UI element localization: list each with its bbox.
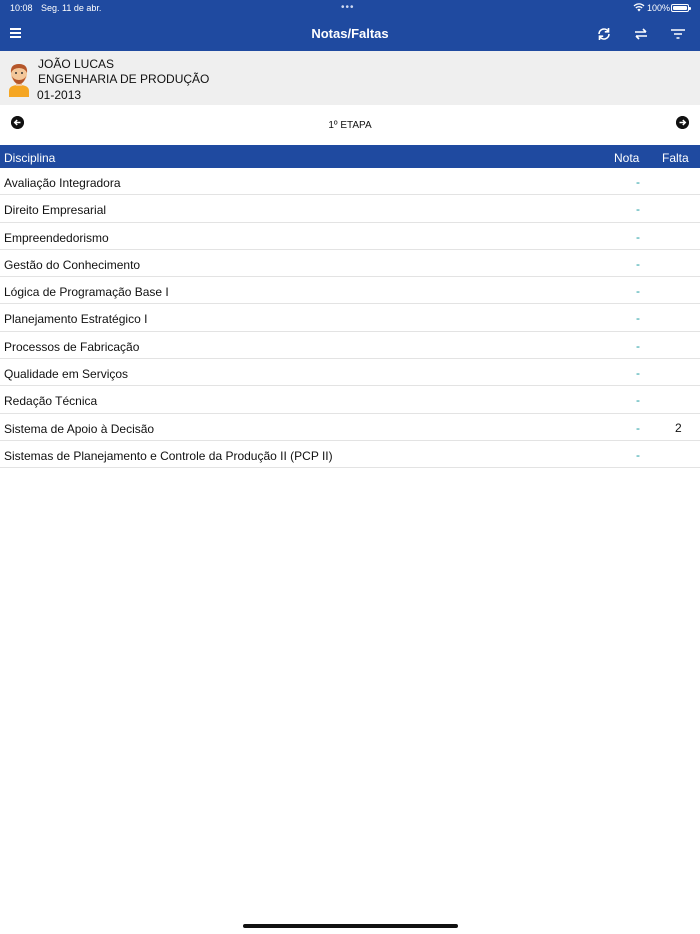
table-row[interactable] bbox=[0, 414, 700, 441]
status-bar bbox=[0, 0, 700, 17]
table-row[interactable] bbox=[0, 223, 700, 250]
grade-value: - bbox=[636, 338, 640, 353]
discipline-name: Lógica de Programação Base I bbox=[4, 285, 169, 300]
discipline-name: Gestão do Conhecimento bbox=[4, 257, 141, 272]
swap-icon[interactable] bbox=[631, 25, 651, 43]
discipline-name: Qualidade em Serviços bbox=[4, 367, 129, 382]
grade-value: - bbox=[636, 366, 640, 381]
grade-value: - bbox=[636, 202, 640, 217]
status-time: 10:08 bbox=[10, 3, 33, 13]
grade-value: - bbox=[636, 420, 640, 435]
stage-selector bbox=[0, 105, 700, 145]
student-name: JOÃO LUCAS bbox=[38, 57, 115, 71]
table-row[interactable] bbox=[0, 304, 700, 331]
top-bar bbox=[0, 0, 700, 51]
absence-value: 2 bbox=[675, 420, 682, 435]
battery-percent: 100% bbox=[647, 3, 671, 13]
arrow-right-icon[interactable] bbox=[676, 116, 689, 129]
discipline-name: Planejamento Estratégico I bbox=[4, 312, 148, 327]
grade-value: - bbox=[636, 256, 640, 271]
discipline-name: Sistemas de Planejamento e Controle da Produção II (PCP II) bbox=[4, 448, 333, 463]
table-row[interactable] bbox=[0, 168, 700, 195]
page-title: Notas/Faltas bbox=[311, 26, 389, 41]
grade-value: - bbox=[636, 311, 640, 326]
student-course: ENGENHARIA DE PRODUÇÃO bbox=[38, 72, 210, 86]
filter-icon[interactable] bbox=[668, 25, 688, 43]
battery-icon bbox=[671, 4, 689, 12]
student-period: 01-2013 bbox=[37, 88, 82, 102]
grade-value: - bbox=[636, 175, 640, 189]
discipline-name: Sistema de Apoio à Decisão bbox=[4, 421, 155, 436]
header-discipline: Disciplina bbox=[4, 151, 56, 165]
table-header bbox=[0, 145, 700, 168]
discipline-name: Avaliação Integradora bbox=[4, 176, 121, 190]
grade-value: - bbox=[636, 284, 640, 299]
grade-value: - bbox=[636, 447, 640, 462]
discipline-list bbox=[0, 168, 700, 468]
table-row[interactable] bbox=[0, 332, 700, 359]
grade-value: - bbox=[636, 229, 640, 244]
status-date: Seg. 11 de abr. bbox=[41, 3, 102, 13]
student-profile bbox=[0, 51, 700, 105]
header-grade: Nota bbox=[614, 151, 640, 165]
discipline-name: Empreendedorismo bbox=[4, 230, 109, 245]
home-indicator[interactable] bbox=[243, 924, 458, 928]
wifi-icon bbox=[633, 2, 645, 12]
avatar bbox=[6, 61, 32, 97]
refresh-icon[interactable] bbox=[594, 25, 614, 43]
header-absence: Falta bbox=[662, 151, 689, 165]
discipline-name: Processos de Fabricação bbox=[4, 339, 140, 354]
table-row[interactable] bbox=[0, 441, 700, 468]
table-row[interactable] bbox=[0, 250, 700, 277]
table-row[interactable] bbox=[0, 386, 700, 413]
stage-label: 1º ETAPA bbox=[328, 120, 372, 131]
discipline-name: Direito Empresarial bbox=[4, 203, 107, 218]
table-row[interactable] bbox=[0, 359, 700, 386]
nav-bar bbox=[0, 17, 700, 51]
multitask-dots[interactable]: ••• bbox=[341, 2, 355, 13]
table-row[interactable] bbox=[0, 277, 700, 304]
table-row[interactable] bbox=[0, 195, 700, 222]
grade-value: - bbox=[636, 393, 640, 408]
discipline-name: Redação Técnica bbox=[4, 394, 98, 409]
